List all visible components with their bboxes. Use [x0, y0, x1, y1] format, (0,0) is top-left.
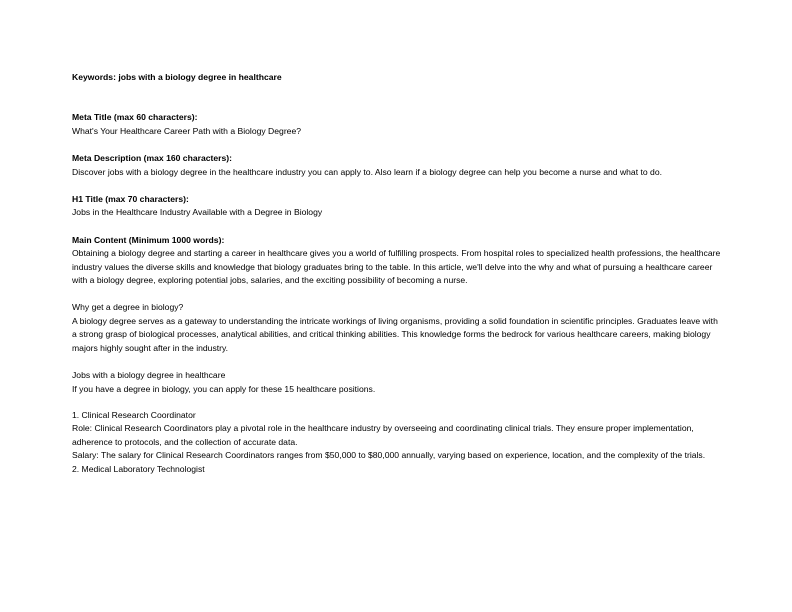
job-salary: Salary: The salary for Clinical Research Coordinators ranges from $50,000 to $80,000 annually, varying based on experience, location, and the complexity of the trials.: [72, 450, 706, 461]
meta-title-section: [72, 111, 722, 138]
meta-description-value: Discover jobs with a biology degree in the healthcare industry you can apply to. Also learn if a biology degree can help you become a nurse and what to do.: [72, 166, 662, 177]
meta-description-section: [72, 152, 722, 179]
jobs-list: [72, 409, 722, 476]
why-biology-body: A biology degree serves as a gateway to understanding the intricate workings of living organisms, providing a solid foundation in scientific principles. Graduates leave with a strong grasp of biological processes, analytical abilities, and critical thinking abilities. This knowledge forms the bedrock for various healthcare careers, making biology majors highly sought after in the industry.: [72, 315, 718, 353]
jobs-heading: Jobs with a biology degree in healthcare: [72, 370, 226, 381]
job-title: 1. Clinical Research Coordinator: [72, 409, 196, 420]
meta-description-label: Meta Description (max 160 characters):: [72, 153, 233, 164]
list-item: [72, 409, 722, 463]
h1-title-label: H1 Title (max 70 characters):: [72, 194, 189, 205]
main-content-section: [72, 234, 722, 288]
document-page: [72, 71, 722, 476]
h1-title-value: Jobs in the Healthcare Industry Available with a Degree in Biology: [72, 207, 323, 218]
main-content-label: Main Content (Minimum 1000 words):: [72, 234, 225, 245]
h1-title-section: [72, 193, 722, 220]
main-content-intro: Obtaining a biology degree and starting a career in healthcare gives you a world of fulfilling prospects. From hospital roles to specialized health professions, the healthcare industry values the diverse skills and knowledge that biology graduates bring to the table. In this article, we'll delve into the why and what of pursuing a healthcare career with a biology degree, exploring potential jobs, salaries, and the exciting possibility of becoming a nurse.: [72, 248, 721, 286]
meta-title-value: What's Your Healthcare Career Path with a Biology Degree?: [72, 125, 302, 136]
job-role: Role: Clinical Research Coordinators play a pivotal role in the healthcare industry by overseeing and coordinating clinical trials. They ensure proper implementation, adherence to protocols, and the collection of accurate data.: [72, 423, 694, 447]
why-biology-heading: Why get a degree in biology?: [72, 302, 184, 313]
jobs-intro: If you have a degree in biology, you can apply for these 15 healthcare positions.: [72, 383, 376, 394]
list-item: [72, 463, 722, 476]
why-biology-section: [72, 301, 722, 355]
meta-title-label: Meta Title (max 60 characters):: [72, 112, 198, 123]
job-title: 2. Medical Laboratory Technologist: [72, 463, 205, 474]
jobs-section: [72, 369, 722, 396]
keywords-line: Keywords: jobs with a biology degree in healthcare: [72, 72, 282, 82]
